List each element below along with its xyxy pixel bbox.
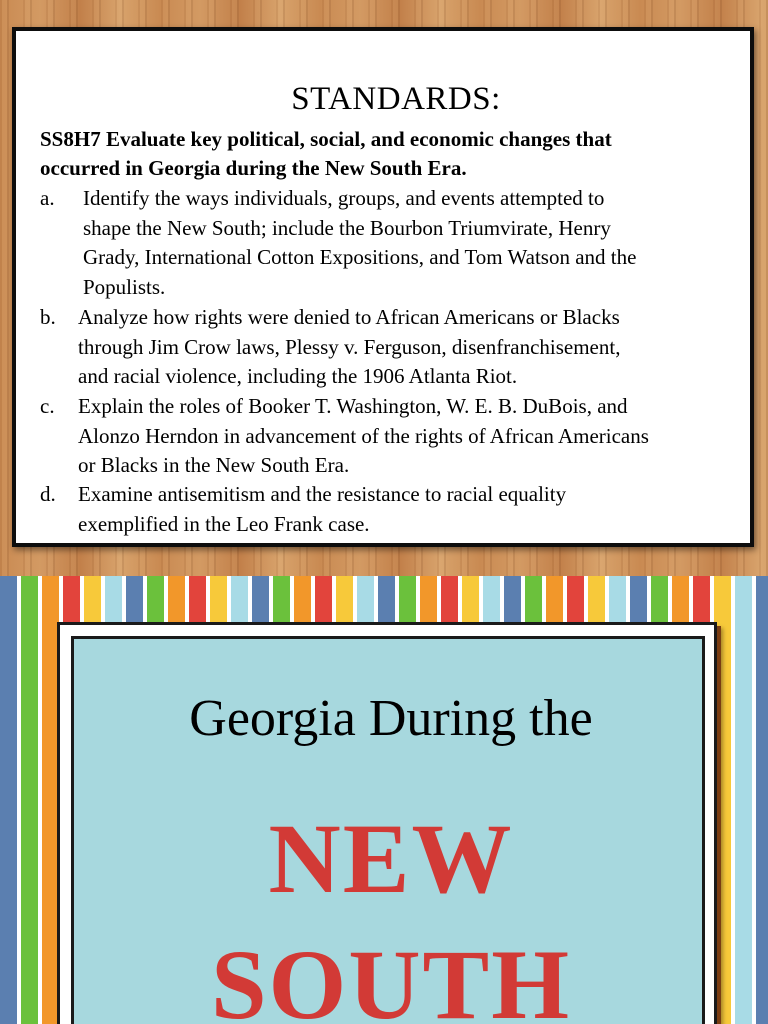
standard-heading-line-2: occurred in Georgia during the New South Era. xyxy=(40,156,467,180)
item-letter: a. xyxy=(40,186,55,210)
item-line: and racial violence, including the 1906 Atlanta Riot. xyxy=(78,364,518,388)
standards-card xyxy=(12,27,754,547)
item-text xyxy=(78,392,750,481)
item-letter: c. xyxy=(40,394,55,418)
item-text xyxy=(78,480,748,539)
item-line: through Jim Crow laws, Plessy v. Ferguson, disenfranchisement, xyxy=(78,334,621,359)
standard-heading-line-1: SS8H7 Evaluate key political, social, and economic changes that xyxy=(40,127,612,151)
item-line: exemplified in the Leo Frank case. xyxy=(78,511,370,536)
item-line: Explain the roles of Booker T. Washington, W. E. B. DuBois, and xyxy=(78,394,628,418)
title-frame xyxy=(57,622,717,1024)
title-line-new: NEW xyxy=(268,803,514,914)
title-panel xyxy=(71,636,705,1024)
item-text xyxy=(83,184,748,302)
item-line: Alonzo Herndon in advancement of the rights of African Americans xyxy=(78,423,649,448)
item-line: Populists. xyxy=(83,274,166,299)
standard-heading xyxy=(40,125,740,183)
item-line: Analyze how rights were denied to African Americans or Blacks xyxy=(78,305,620,329)
item-letter: b. xyxy=(40,305,56,329)
item-letter: d. xyxy=(40,482,56,506)
item-line: or Blacks in the New South Era. xyxy=(78,453,350,477)
item-line: Grady, International Cotton Expositions, and Tom Watson and the xyxy=(83,245,637,269)
standards-title: STANDARDS: xyxy=(291,81,501,117)
item-text xyxy=(78,303,748,392)
title-subhead: Georgia During the xyxy=(189,690,593,747)
title-slide xyxy=(0,576,768,1024)
item-line: shape the New South; include the Bourbon Triumvirate, Henry xyxy=(83,215,611,240)
item-line: Examine antisemitism and the resistance to racial equality xyxy=(78,482,567,506)
item-line: Identify the ways individuals, groups, and events attempted to xyxy=(83,186,605,210)
title-line-south: SOUTH xyxy=(210,929,572,1024)
